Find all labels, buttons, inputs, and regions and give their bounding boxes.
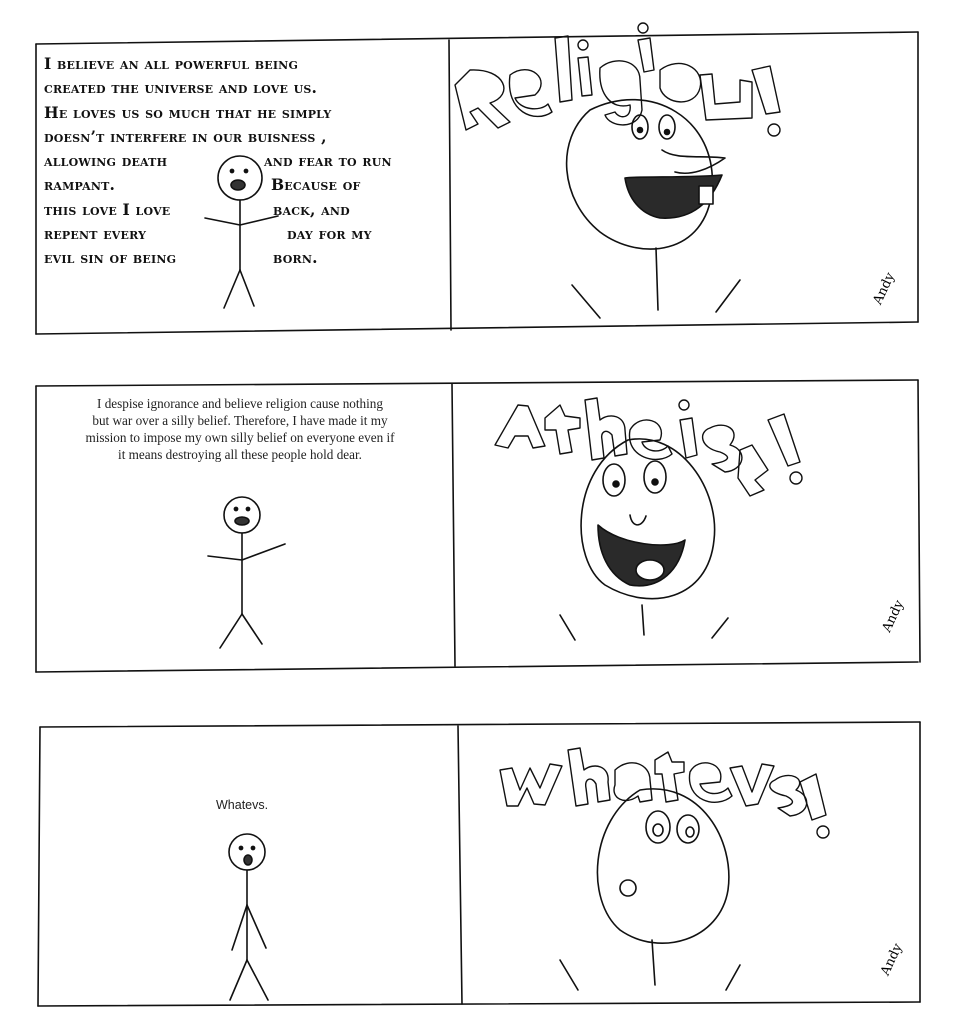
caption-line: repent every (44, 224, 147, 244)
panel-3-speech: Whatevs. (216, 798, 269, 812)
signature-panel-1: Andy (870, 270, 899, 308)
caption-line: evil sin of being (44, 248, 177, 268)
whatevs-face (560, 789, 740, 990)
religion-title-art (455, 23, 780, 136)
caption-line: born. (273, 248, 318, 268)
caption-line: I despise ignorance and believe religion cause nothing (97, 396, 383, 411)
signature-panel-3: Andy (877, 941, 906, 979)
stick-figure-shrugger (229, 834, 268, 1000)
stick-figure-atheist (208, 497, 285, 648)
caption-line: created the universe and love us. (44, 78, 318, 98)
caption-line: day for my (287, 224, 372, 244)
panel-1-caption (44, 52, 449, 271)
atheism-title-art (495, 398, 802, 496)
caption-line: I believe an all powerful being (44, 54, 299, 73)
caption-line: He loves us so much that he simply (44, 102, 332, 122)
caption-line: but war over a silly belief. Therefore, I have made it my (92, 413, 388, 428)
caption-line: rampant. (44, 175, 116, 195)
caption-line: Because of (271, 175, 361, 195)
caption-line: doesn’t interfere in our buisness , (44, 126, 327, 146)
caption-line: allowing death (44, 151, 168, 171)
caption-line: this love I love (44, 199, 171, 219)
signature-panel-2: Andy (879, 598, 908, 635)
panel-3-border (38, 722, 920, 1006)
caption-line: mission to impose my own silly belief on everyone even if (85, 430, 395, 445)
atheism-face (560, 439, 728, 640)
whatevs-title-art (500, 748, 829, 838)
religion-face (567, 100, 740, 318)
caption-line: back, and (273, 199, 350, 219)
caption-line: it means destroying all these people hold dear. (118, 447, 362, 462)
panel-2-caption (40, 395, 440, 463)
caption-line: and fear to run (264, 151, 392, 171)
